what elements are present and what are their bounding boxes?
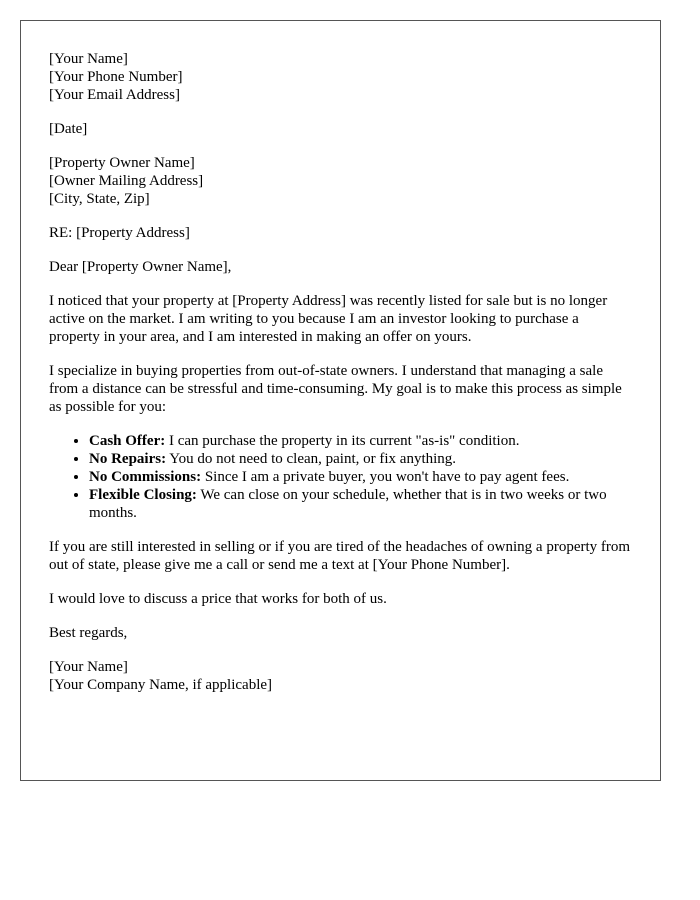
sender-name: [Your Name] xyxy=(49,51,128,67)
intro-paragraph: I noticed that your property at [Property Address] was recently listed for sale but is no longer active on the market. I am writing to you because I am an investor looking to purchase a property in your area, and I am interested in making an offer on yours. xyxy=(49,293,608,345)
recipient-city: [City, State, Zip] xyxy=(49,191,150,207)
specialty-paragraph: I specialize in buying properties from out-of-state owners. I understand that managing a sale from a distance can be stressful and time-consuming. My goal is to make this process as simple as possible for you: xyxy=(49,363,622,415)
benefit-title: Cash Offer: xyxy=(89,433,166,449)
sender-block xyxy=(49,50,632,104)
subject-line: RE: [Property Address] xyxy=(49,225,190,241)
recipient-block xyxy=(49,154,632,208)
benefit-item xyxy=(89,486,632,522)
signature-block xyxy=(49,658,632,694)
benefit-item xyxy=(89,432,632,450)
contact-paragraph: If you are still interested in selling or if you are tired of the headaches of owning a property from out of state, please give me a call or send me a text at [Your Phone Number]. xyxy=(49,539,631,573)
benefit-title: Flexible Closing: xyxy=(89,487,197,503)
benefit-title: No Repairs: xyxy=(89,451,167,467)
signoff: Best regards, xyxy=(49,625,128,641)
benefit-text: We can close on your schedule, whether that is in two weeks or two months. xyxy=(89,487,607,521)
benefit-title: No Commissions: xyxy=(89,469,202,485)
letter xyxy=(20,20,661,781)
benefits-list xyxy=(49,432,632,522)
discuss-paragraph: I would love to discuss a price that works for both of us. xyxy=(49,591,387,607)
sender-phone: [Your Phone Number] xyxy=(49,69,183,85)
benefit-item xyxy=(89,450,632,468)
benefit-text: Since I am a private buyer, you won't have to pay agent fees. xyxy=(201,469,570,485)
date: [Date] xyxy=(49,121,88,137)
benefit-text: You do not need to clean, paint, or fix anything. xyxy=(166,451,457,467)
salutation: Dear [Property Owner Name], xyxy=(49,259,232,275)
recipient-name: [Property Owner Name] xyxy=(49,155,195,171)
benefit-item xyxy=(89,468,632,486)
sender-email: [Your Email Address] xyxy=(49,87,180,103)
benefit-text: I can purchase the property in its current "as-is" condition. xyxy=(165,433,520,449)
signature-name: [Your Name] xyxy=(49,659,128,675)
recipient-address: [Owner Mailing Address] xyxy=(49,173,204,189)
signature-company: [Your Company Name, if applicable] xyxy=(49,677,273,693)
